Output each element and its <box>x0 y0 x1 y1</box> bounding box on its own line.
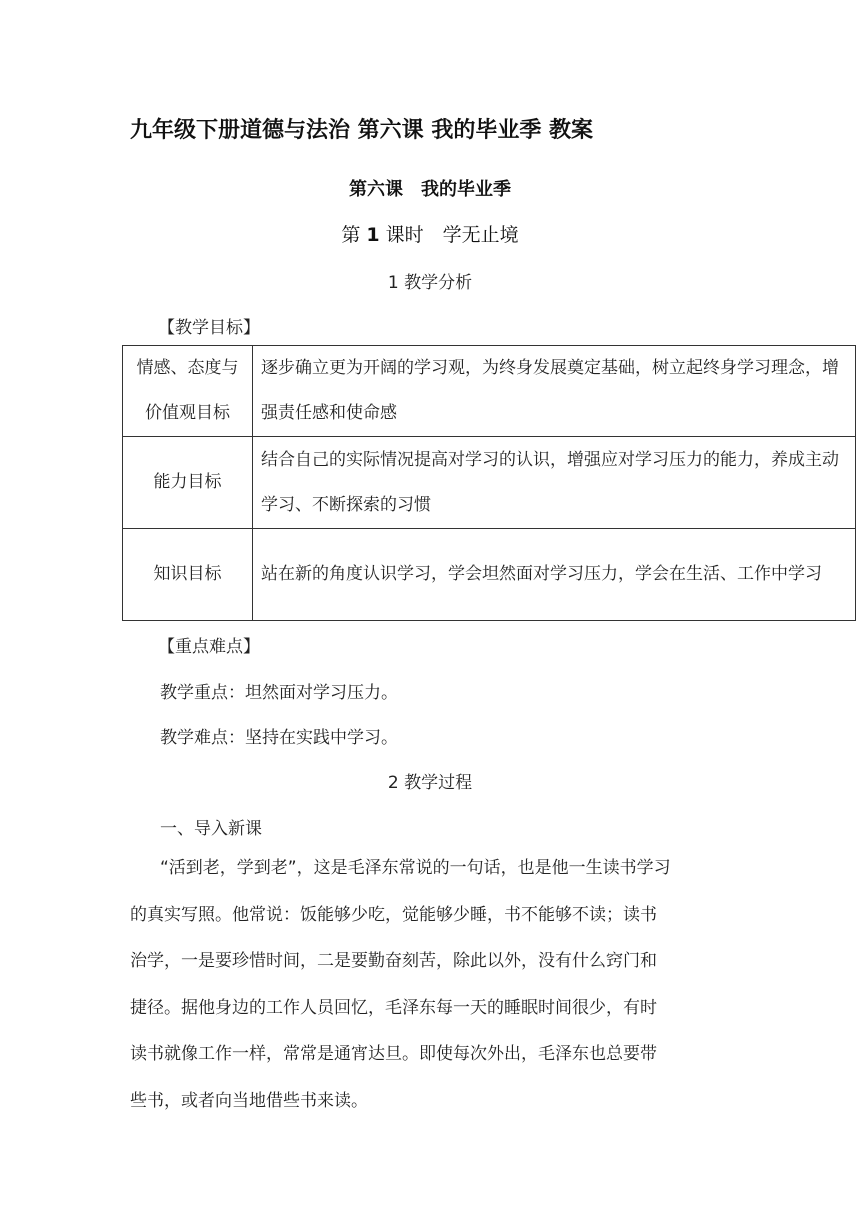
paragraph-line: 读书就像工作一样，常常是通宵达旦。即使每次外出，毛泽东也总要带 <box>130 1044 657 1064</box>
key-point: 教学重点：坦然面对学习压力。 <box>160 683 398 703</box>
table-row <box>123 346 856 437</box>
section-teaching-process: 2 教学过程 <box>387 773 473 793</box>
key-heading: 【重点难点】 <box>158 637 260 657</box>
period-suffix: 课时 学无止境 <box>385 224 519 246</box>
intro-heading: 一、导入新课 <box>160 819 262 839</box>
table-row <box>123 529 856 621</box>
goals-table <box>122 345 856 621</box>
goal-label-line: 能力目标 <box>153 472 222 492</box>
goal-label-ability <box>123 437 253 529</box>
period-number: 1 <box>366 224 380 246</box>
period-prefix: 第 <box>341 224 361 246</box>
paragraph-line: 捷径。据他身边的工作人员回忆，毛泽东每一天的睡眠时间很少，有时 <box>130 997 657 1018</box>
table-row <box>123 437 856 529</box>
goal-value-emotion: 逐步确立更为开阔的学习观，为终身发展奠定基础，树立起终身学习理念，增强责任感和使命感 <box>253 346 856 437</box>
goal-label-emotion <box>123 346 253 437</box>
goal-value-ability: 结合自己的实际情况提高对学习的认识，增强应对学习压力的能力，养成主动学习、不断探索的习惯 <box>253 437 856 529</box>
paragraph-line: “活到老，学到老”，这是毛泽东常说的一句话，也是他一生读书学习 <box>160 858 671 878</box>
document-title: 九年级下册道德与法治 第六课 我的毕业季 教案 <box>130 118 593 143</box>
period-title <box>0 220 860 247</box>
goal-label-line: 知识目标 <box>153 564 222 584</box>
goals-heading: 【教学目标】 <box>158 318 260 338</box>
paragraph-line: 些书，或者向当地借些书来读。 <box>130 1090 368 1111</box>
lesson-title: 第六课 我的毕业季 <box>349 179 511 200</box>
intro-paragraph <box>130 845 736 1124</box>
goal-value-knowledge: 站在新的角度认识学习，学会坦然面对学习压力，学会在生活、工作中学习 <box>253 529 856 621</box>
goal-label-line: 价值观目标 <box>145 403 230 423</box>
paragraph-line: 治学，一是要珍惜时间，二是要勤奋刻苦，除此以外，没有什么窍门和 <box>130 951 657 971</box>
paragraph-line: 的真实写照。他常说：饭能够少吃，觉能够少睡，书不能够不读；读书 <box>130 904 657 925</box>
section-teaching-analysis: 1 教学分析 <box>387 273 473 293</box>
goal-label-knowledge <box>123 529 253 621</box>
difficult-point: 教学难点：坚持在实践中学习。 <box>160 728 398 748</box>
goal-label-line: 情感、态度与 <box>136 358 239 378</box>
